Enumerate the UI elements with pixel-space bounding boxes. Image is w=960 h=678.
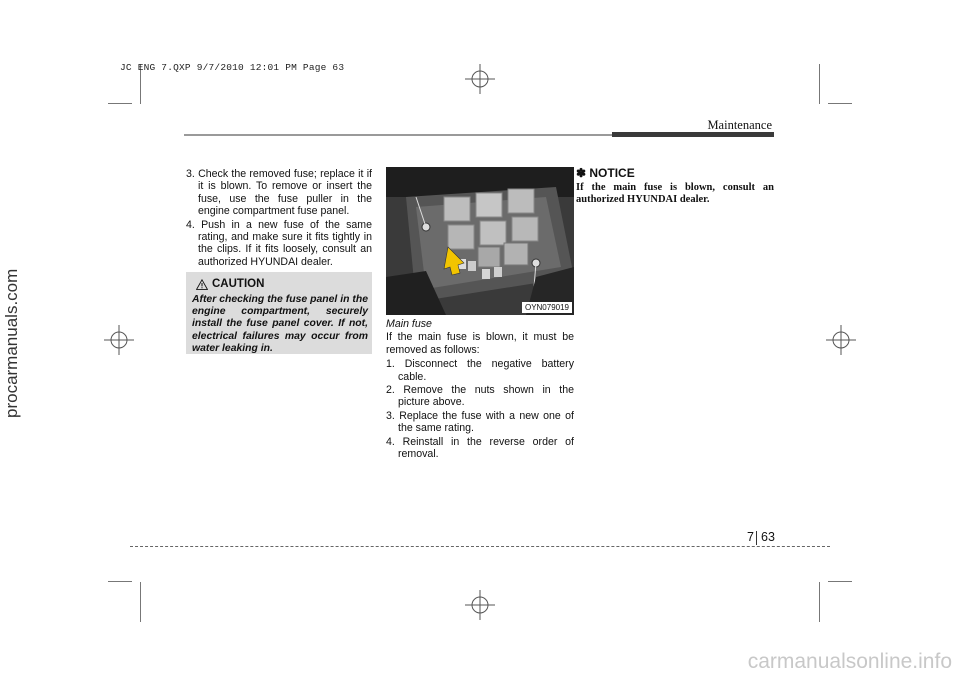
notice-title: ✽ NOTICE bbox=[576, 166, 635, 180]
registration-mark-icon bbox=[826, 325, 856, 355]
crop-mark bbox=[828, 581, 852, 582]
fuse-box-illustration bbox=[386, 167, 574, 315]
page-number: 63 bbox=[761, 530, 775, 544]
main-fuse-photo bbox=[386, 167, 574, 315]
crop-mark bbox=[828, 103, 852, 104]
image-reference-label: OYN079019 bbox=[522, 302, 572, 313]
main-fuse-step-2: 2. Remove the nuts shown in the picture above. bbox=[386, 384, 574, 409]
chapter-number: 7 bbox=[747, 530, 754, 544]
step-4: 4. Push in a new fuse of the same rating, and make sure it fits tightly in the clips. If it fits loosely, consult an authorized HYUNDAI dealer. bbox=[186, 218, 372, 268]
registration-mark-icon bbox=[465, 590, 495, 620]
main-fuse-intro: If the main fuse is blown, it must be removed as follows: bbox=[386, 331, 574, 356]
main-fuse-step-4: 4. Reinstall in the reverse order of removal. bbox=[386, 435, 574, 461]
middle-column-text bbox=[386, 318, 574, 461]
watermark-bottom: carmanualsonline.info bbox=[747, 650, 952, 673]
crop-mark bbox=[819, 64, 820, 104]
main-fuse-step-3: 3. Replace the fuse with a new one of the same rating. bbox=[386, 409, 574, 435]
header-rule-accent bbox=[612, 132, 774, 137]
crop-mark bbox=[108, 103, 132, 104]
header-rule bbox=[184, 134, 612, 136]
step-3: 3. Check the removed fuse; replace it if it is blown. To remove or insert the fuse, use the fuse puller in the engine compartment fuse panel. bbox=[186, 168, 372, 218]
section-title: Maintenance bbox=[707, 118, 772, 132]
registration-mark-icon bbox=[465, 64, 495, 94]
left-column bbox=[186, 168, 372, 269]
crop-mark bbox=[108, 581, 132, 582]
registration-mark-icon bbox=[104, 325, 134, 355]
page-number-separator bbox=[756, 531, 757, 545]
watermark-left: procarmanuals.com bbox=[2, 268, 21, 418]
main-fuse-heading: Main fuse bbox=[386, 318, 432, 330]
footer-rule bbox=[130, 546, 830, 547]
notice-text: If the main fuse is blown, consult an authorized HYUNDAI dealer. bbox=[576, 182, 774, 206]
crop-mark bbox=[819, 582, 820, 622]
crop-mark bbox=[140, 582, 141, 622]
main-fuse-step-1: 1. Disconnect the negative battery cable. bbox=[386, 358, 574, 383]
caution-text: After checking the fuse panel in the engine compartment, securely install the fuse panel cover. If not, electrical failures may occur from water leaking in. bbox=[192, 294, 368, 354]
warning-triangle-icon bbox=[196, 279, 208, 290]
caution-header bbox=[196, 278, 264, 290]
caution-title: CAUTION bbox=[212, 278, 265, 290]
caution-box bbox=[186, 272, 372, 354]
print-file-info: JC ENG 7.QXP 9/7/2010 12:01 PM Page 63 bbox=[120, 62, 345, 73]
